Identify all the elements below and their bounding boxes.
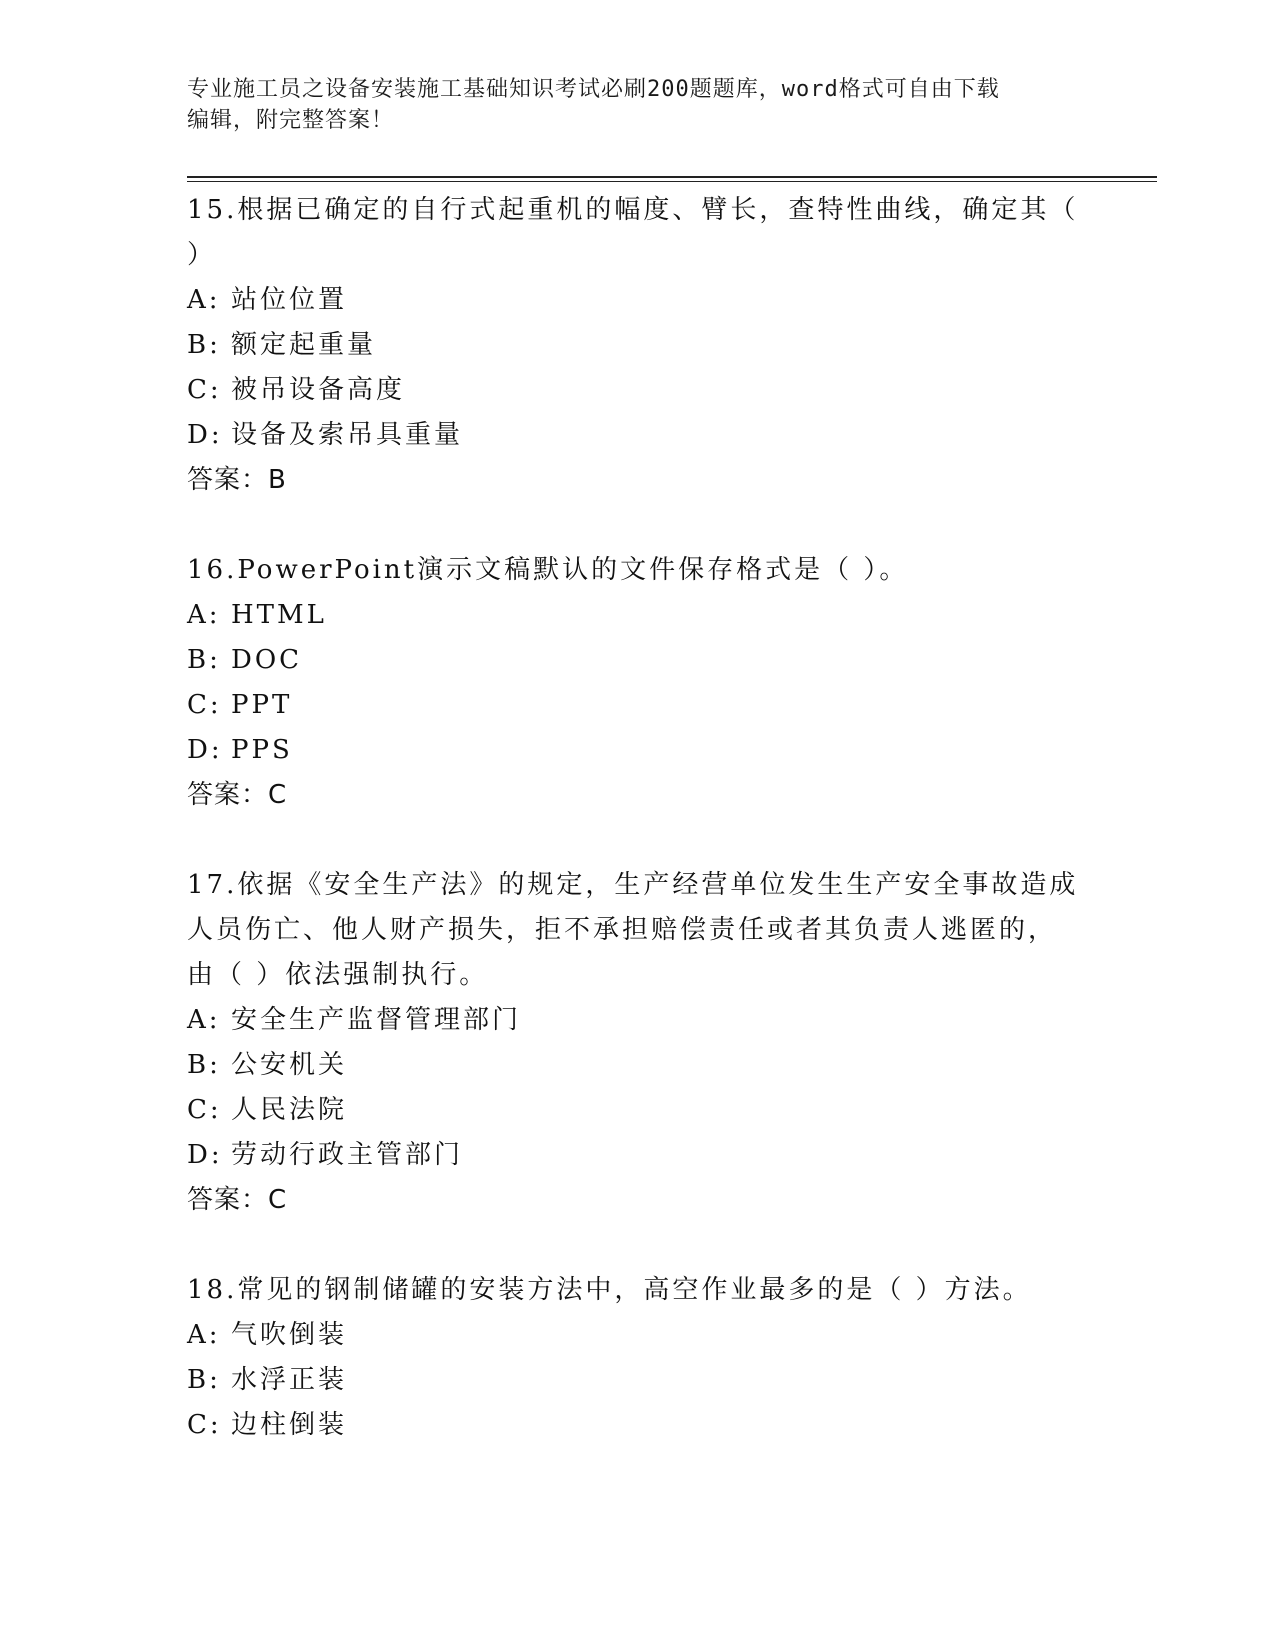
question-stem — [187, 863, 1087, 998]
option-letter: A: — [187, 600, 221, 630]
option-letter: B: — [187, 1365, 221, 1395]
option-a — [187, 278, 1087, 323]
option-text: 设备及索吊具重量 — [231, 420, 464, 450]
question-spacer — [187, 503, 1087, 548]
question-spacer — [187, 818, 1087, 863]
option-letter: A: — [187, 1005, 221, 1035]
option-text: 安全生产监督管理部门 — [231, 1005, 522, 1035]
option-text: 额定起重量 — [231, 330, 377, 360]
option-c — [187, 368, 1087, 413]
question-15 — [187, 188, 1087, 503]
header-rule-thin — [187, 181, 1157, 182]
question-stem-line: 人员伤亡、他人财产损失，拒不承担赔偿责任或者其负责人逃匿的， — [187, 915, 1058, 945]
option-a — [187, 998, 1087, 1043]
option-letter: B: — [187, 1050, 221, 1080]
option-letter: C: — [187, 375, 222, 405]
question-list — [187, 188, 1087, 1448]
question-16 — [187, 548, 1087, 818]
option-letter: C: — [187, 690, 222, 720]
question-stem — [187, 1268, 1087, 1313]
answer-line: 答案：C — [187, 1185, 288, 1215]
header-line-2: 编辑，附完整答案！ — [187, 108, 395, 133]
question-spacer — [187, 1223, 1087, 1268]
question-stem-line: 18.常见的钢制储罐的安装方法中，高空作业最多的是（ ）方法。 — [187, 1275, 1032, 1305]
header-line-1: 专业施工员之设备安装施工基础知识考试必刷200题题库，word格式可自由下载 — [187, 77, 1000, 102]
option-text: 人民法院 — [231, 1095, 348, 1125]
option-c — [187, 1088, 1087, 1133]
question-18 — [187, 1268, 1087, 1448]
option-a — [187, 593, 1087, 638]
option-letter: C: — [187, 1410, 222, 1440]
question-stem-line: 16.PowerPoint演示文稿默认的文件保存格式是（ ）。 — [187, 555, 909, 585]
question-stem — [187, 548, 1087, 593]
option-b — [187, 1358, 1087, 1403]
option-text: 公安机关 — [231, 1050, 348, 1080]
option-d — [187, 728, 1087, 773]
answer-line: 答案：C — [187, 780, 288, 810]
option-b — [187, 1043, 1087, 1088]
option-a — [187, 1313, 1087, 1358]
option-d — [187, 413, 1087, 458]
option-letter: D: — [187, 420, 223, 450]
question-stem-line: 15.根据已确定的自行式起重机的幅度、臂长，查特性曲线，确定其（ — [187, 195, 1079, 225]
option-text: 气吹倒装 — [231, 1320, 348, 1350]
question-stem — [187, 188, 1087, 278]
option-letter: B: — [187, 330, 221, 360]
document-header — [187, 74, 1067, 136]
question-stem-line: 由（ ）依法强制执行。 — [187, 960, 489, 990]
option-d — [187, 1133, 1087, 1178]
option-letter: C: — [187, 1095, 222, 1125]
option-text: 劳动行政主管部门 — [231, 1140, 464, 1170]
option-b — [187, 323, 1087, 368]
option-letter: B: — [187, 645, 221, 675]
answer-line: 答案：B — [187, 465, 287, 495]
option-c — [187, 1403, 1087, 1448]
option-text: 水浮正装 — [231, 1365, 348, 1395]
option-text: 边柱倒装 — [231, 1410, 348, 1440]
option-text: 被吊设备高度 — [231, 375, 406, 405]
option-text: PPT — [231, 690, 293, 720]
option-b — [187, 638, 1087, 683]
option-c — [187, 683, 1087, 728]
option-letter: A: — [187, 1320, 221, 1350]
option-text: PPS — [231, 735, 293, 765]
option-text: HTML — [231, 600, 327, 630]
option-letter: A: — [187, 285, 221, 315]
option-text: DOC — [231, 645, 303, 675]
option-letter: D: — [187, 735, 223, 765]
header-rule-thick — [187, 176, 1157, 178]
question-stem-line: 17.依据《安全生产法》的规定，生产经营单位发生生产安全事故造成 — [187, 870, 1079, 900]
option-text: 站位位置 — [231, 285, 348, 315]
question-stem-line: ） — [187, 240, 217, 270]
question-17 — [187, 863, 1087, 1223]
option-letter: D: — [187, 1140, 223, 1170]
